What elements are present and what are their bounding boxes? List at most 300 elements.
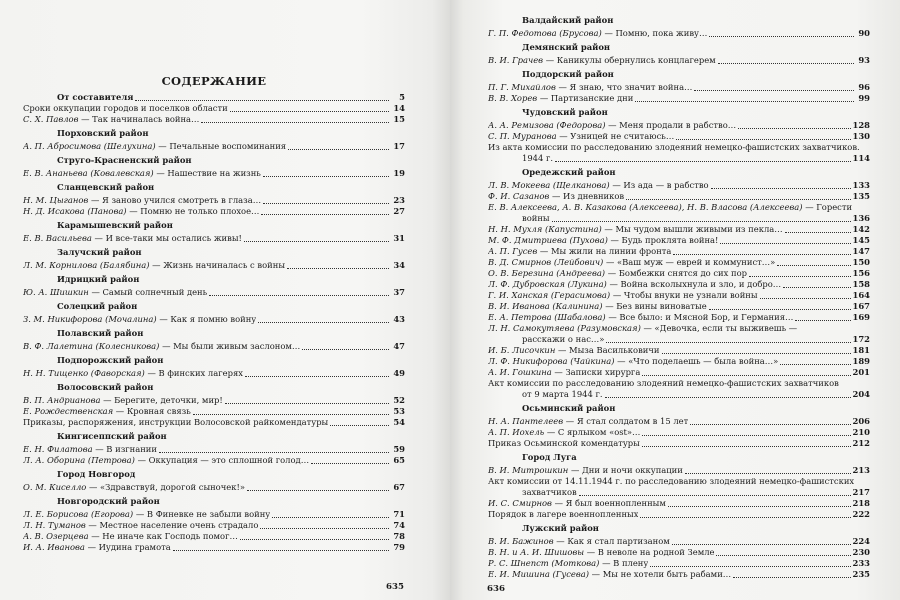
entry-continuation: 1944 г. bbox=[522, 153, 554, 163]
entry-label bbox=[488, 465, 683, 476]
entry-page: 15 bbox=[393, 114, 405, 124]
entry-author: М. Ф. Дмитриева (Пухова) bbox=[488, 235, 608, 245]
entry-author: Л. М. Корнилова (Балябина) bbox=[23, 260, 150, 270]
toc-entry bbox=[488, 536, 870, 547]
entry-author: Л. А. Оборина (Петрова) bbox=[23, 455, 135, 465]
toc-entry bbox=[488, 93, 870, 104]
entry-page: 47 bbox=[393, 341, 405, 351]
toc-entry bbox=[488, 427, 870, 438]
entry-page: 156 bbox=[852, 268, 870, 278]
entry-author: О. М. Киселло bbox=[23, 482, 87, 492]
dot-leader bbox=[159, 445, 389, 453]
entry-label bbox=[488, 224, 783, 235]
toc-entry bbox=[488, 345, 870, 356]
entry-title: Я знаю, что значит война… bbox=[569, 82, 693, 92]
entry-author: Н. А. Пантелеев bbox=[488, 416, 564, 426]
entry-label bbox=[23, 341, 300, 352]
dot-leader bbox=[795, 313, 850, 321]
toc-entry bbox=[23, 531, 405, 542]
em-dash: — bbox=[556, 131, 571, 141]
entry-label bbox=[488, 356, 778, 367]
entry-author: С. Х. Павлов bbox=[23, 114, 79, 124]
entry-continuation: от 9 марта 1944 г. bbox=[522, 389, 603, 399]
dot-leader bbox=[640, 510, 850, 518]
entry-title: Все было: и Мясной Бор, и Германия… bbox=[619, 312, 794, 322]
entry-text: Акт комиссии от 14.11.1944 г. по расследованию злодеяний немецко-фашистских bbox=[488, 476, 855, 486]
entry-title: Помню не только плохое… bbox=[140, 206, 260, 216]
entry-label bbox=[488, 536, 670, 547]
entry-author: Е. В. Ананьева (Ковалевская) bbox=[23, 168, 154, 178]
entry-title: Узницей не считаюсь… bbox=[570, 131, 675, 141]
dot-leader bbox=[642, 428, 850, 436]
region-heading: Струго-Красненский район bbox=[57, 155, 192, 165]
em-dash: — bbox=[153, 168, 168, 178]
entry-page: 59 bbox=[393, 444, 405, 454]
entry-label bbox=[488, 301, 707, 312]
entry-page: 53 bbox=[393, 406, 405, 416]
em-dash: — bbox=[551, 367, 566, 377]
entry-title: Местное население очень страдало bbox=[99, 520, 259, 530]
entry-author: Ф. И. Сазанов bbox=[488, 191, 550, 201]
entry-page: 43 bbox=[393, 314, 405, 324]
region-heading: Кингисеппский район bbox=[57, 431, 167, 441]
toc-entry bbox=[488, 290, 870, 301]
region-heading: Город Новгород bbox=[57, 469, 136, 479]
entry-author: Е. Рождественская bbox=[23, 406, 114, 416]
entry-page: 189 bbox=[852, 356, 870, 366]
entry-author: В. И. Митрошкин bbox=[488, 465, 569, 475]
toc-entry bbox=[488, 268, 870, 279]
entry-label bbox=[488, 235, 718, 246]
toc-column-left bbox=[23, 74, 405, 553]
entry-label bbox=[23, 141, 286, 152]
entry-page: 212 bbox=[852, 438, 870, 448]
entry-title: В изгнании bbox=[106, 444, 157, 454]
dot-leader bbox=[709, 29, 854, 37]
region-heading: Демянский район bbox=[522, 42, 611, 52]
dot-leader bbox=[230, 104, 389, 112]
em-dash: — bbox=[599, 558, 614, 568]
dot-leader bbox=[606, 335, 850, 343]
entry-label bbox=[23, 531, 238, 542]
page-title: СОДЕРЖАНИЕ bbox=[161, 74, 267, 88]
entry-page: 201 bbox=[852, 367, 870, 377]
dot-leader bbox=[263, 169, 389, 177]
entry-label bbox=[488, 120, 736, 131]
entry-author: И. А. Иванова bbox=[23, 542, 85, 552]
em-dash: — bbox=[609, 180, 624, 190]
entry-page: 217 bbox=[852, 487, 870, 497]
toc-column-right bbox=[488, 12, 870, 580]
entry-title: В финских лагерях bbox=[158, 368, 243, 378]
toc-entry bbox=[23, 482, 405, 493]
dot-leader bbox=[552, 214, 851, 222]
toc-entry bbox=[488, 120, 870, 131]
dot-leader bbox=[672, 537, 851, 545]
entry-page: 5 bbox=[399, 92, 405, 102]
toc-entry-line bbox=[488, 378, 870, 389]
em-dash: — bbox=[126, 206, 141, 216]
em-dash: — bbox=[606, 279, 621, 289]
entry-label bbox=[23, 168, 261, 179]
dot-leader bbox=[302, 342, 389, 350]
entry-label bbox=[23, 92, 133, 103]
entry-author: А. П. Гусев bbox=[488, 246, 538, 256]
entry-page: 27 bbox=[393, 206, 405, 216]
entry-page: 133 bbox=[852, 180, 870, 190]
entry-author: Л. Ф. Дубровская (Лукина) bbox=[488, 279, 607, 289]
dot-leader bbox=[247, 483, 389, 491]
entry-text: Приказы, распоряжения, инструкции Волосовской райкомендатуры bbox=[23, 417, 329, 427]
entry-title: Берегите, деточки, мир! bbox=[114, 395, 223, 405]
entry-title: В Финевке не забыли войну bbox=[146, 509, 271, 519]
entry-text: Приказ Осьминской комендатуры bbox=[488, 438, 640, 448]
entry-label bbox=[488, 180, 709, 191]
entry-author: Л. В. Мокеева (Щелканова) bbox=[488, 180, 610, 190]
entry-label bbox=[488, 268, 747, 279]
em-dash: — bbox=[589, 569, 603, 579]
region-heading: Солецкий район bbox=[57, 301, 138, 311]
page-number: 635 bbox=[386, 582, 404, 592]
entry-author: В. Н. и А. И. Шишовы bbox=[488, 547, 585, 557]
entry-author: Л. Ф. Никифорова (Чайкина) bbox=[488, 356, 615, 366]
page-number: 636 bbox=[487, 584, 505, 594]
dot-leader bbox=[690, 417, 850, 425]
entry-author: Н. М. Цыганов bbox=[23, 195, 89, 205]
dot-leader bbox=[579, 488, 851, 496]
entry-page: 114 bbox=[852, 153, 870, 163]
entry-title: В неволе на родной Земле bbox=[597, 547, 715, 557]
entry-page: 14 bbox=[393, 103, 405, 113]
dot-leader bbox=[711, 181, 851, 189]
entry-page: 34 bbox=[393, 260, 405, 270]
em-dash: — bbox=[88, 195, 103, 205]
entry-author: Г. П. Федотова (Брусова) bbox=[488, 28, 602, 38]
entry-title: Горести bbox=[816, 202, 853, 212]
entry-page: 128 bbox=[852, 120, 870, 130]
toc-entry-line bbox=[488, 476, 870, 487]
entry-label bbox=[23, 195, 261, 206]
em-dash: — bbox=[84, 542, 99, 552]
entry-label bbox=[23, 542, 171, 553]
em-dash: — bbox=[91, 233, 106, 243]
toc-entry-continuation bbox=[488, 487, 870, 498]
entry-label bbox=[23, 417, 328, 428]
dot-leader bbox=[173, 543, 389, 551]
toc-entry bbox=[23, 114, 405, 125]
entry-text: Сроки оккупации городов и поселков области bbox=[23, 103, 228, 113]
dot-leader bbox=[760, 291, 851, 299]
dot-leader bbox=[626, 192, 850, 200]
dot-leader bbox=[720, 236, 850, 244]
dot-leader bbox=[288, 142, 389, 150]
entry-author: Л. Е. Борисова (Егорова) bbox=[23, 509, 134, 519]
em-dash: — bbox=[134, 455, 149, 465]
toc-entry bbox=[23, 141, 405, 152]
entry-title: В плену bbox=[613, 558, 649, 568]
dot-leader bbox=[225, 396, 389, 404]
dot-leader bbox=[311, 456, 389, 464]
entry-label bbox=[23, 314, 256, 325]
entry-title: Я был военнопленным bbox=[565, 498, 666, 508]
toc-entry bbox=[488, 82, 870, 93]
dot-leader bbox=[272, 510, 389, 518]
toc-entry-line bbox=[488, 202, 870, 213]
entry-title: Как я помню войну bbox=[170, 314, 257, 324]
entry-label bbox=[488, 569, 731, 580]
toc-entry bbox=[23, 287, 405, 298]
entry-author: Е. В. Васильева bbox=[23, 233, 92, 243]
region-heading: Идрицкий район bbox=[57, 274, 140, 284]
em-dash: — bbox=[605, 312, 620, 322]
toc-entry bbox=[488, 569, 870, 580]
entry-label bbox=[488, 558, 648, 569]
entry-page: 147 bbox=[852, 246, 870, 256]
em-dash: — bbox=[553, 536, 568, 546]
em-dash: — bbox=[537, 246, 551, 256]
toc-entry bbox=[23, 260, 405, 271]
entry-continuation: захватчиков bbox=[522, 487, 577, 497]
entry-text: Акт комиссии по расследованию злодеяний немецко-фашистских захватчиков bbox=[488, 378, 839, 388]
region-heading: Лужский район bbox=[522, 523, 599, 533]
toc-entry bbox=[23, 206, 405, 217]
dot-leader bbox=[668, 499, 851, 507]
em-dash: — bbox=[568, 465, 582, 475]
entry-author: Н. Д. Исакова (Панова) bbox=[23, 206, 127, 216]
entry-title: Без вины виноватые bbox=[616, 301, 707, 311]
region-heading: Подпорожский район bbox=[57, 355, 164, 365]
entry-title: Помню, пока живу… bbox=[615, 28, 708, 38]
entry-label bbox=[488, 246, 671, 257]
entry-page: 204 bbox=[852, 389, 870, 399]
entry-page: 65 bbox=[393, 455, 405, 465]
dot-leader bbox=[261, 207, 389, 215]
em-dash: — bbox=[602, 301, 617, 311]
entry-page: 90 bbox=[858, 28, 870, 38]
entry-page: 222 bbox=[852, 509, 870, 519]
entry-page: 218 bbox=[852, 498, 870, 508]
em-dash: — bbox=[155, 141, 170, 151]
entry-author: Е. И. Мишина (Гусева) bbox=[488, 569, 589, 579]
entry-author: Г. И. Ханская (Герасимова) bbox=[488, 290, 611, 300]
toc-entry bbox=[23, 341, 405, 352]
toc-entry bbox=[488, 356, 870, 367]
toc-entry bbox=[23, 168, 405, 179]
region-heading: Залучский район bbox=[57, 247, 142, 257]
entry-label bbox=[23, 103, 228, 114]
entry-title: Каникулы обернулись концлагерем bbox=[556, 55, 716, 65]
entry-author: О. В. Березина (Андреева) bbox=[488, 268, 606, 278]
dot-leader bbox=[749, 269, 851, 277]
em-dash: — bbox=[563, 416, 577, 426]
entry-author: Н. Н. Мухля (Капустина) bbox=[488, 224, 602, 234]
em-dash: — bbox=[603, 257, 618, 267]
toc-entry bbox=[488, 246, 870, 257]
entry-title: Кровная связь bbox=[126, 406, 191, 416]
toc-entry bbox=[23, 314, 405, 325]
entry-title: Из дневников bbox=[563, 191, 625, 201]
region-heading: Новгородский район bbox=[57, 496, 160, 506]
entry-label bbox=[488, 55, 716, 66]
toc-entry bbox=[488, 312, 870, 323]
entry-page: 213 bbox=[852, 465, 870, 475]
entry-page: 19 bbox=[393, 168, 405, 178]
entry-author: В. П. Андрианова bbox=[23, 395, 101, 405]
dot-leader bbox=[135, 93, 389, 101]
entry-text: Порядок в лагере военнопленных bbox=[488, 509, 639, 519]
entry-label bbox=[488, 367, 640, 378]
toc-entry bbox=[488, 465, 870, 476]
toc-entry bbox=[488, 235, 870, 246]
entry-title: Будь проклята война! bbox=[621, 235, 719, 245]
entry-page: 93 bbox=[858, 55, 870, 65]
entry-author: З. М. Никифорова (Мочалина) bbox=[23, 314, 157, 324]
entry-label bbox=[488, 427, 640, 438]
em-dash: — bbox=[551, 498, 566, 508]
entry-author: А. П. Иохель bbox=[488, 427, 545, 437]
em-dash: — bbox=[614, 356, 629, 366]
em-dash: — bbox=[543, 55, 557, 65]
entry-author: И. Б. Лисочкин bbox=[488, 345, 556, 355]
em-dash: — bbox=[537, 93, 551, 103]
em-dash: — bbox=[88, 531, 103, 541]
em-dash: — bbox=[605, 120, 620, 130]
entry-title: И все-таки мы остались живы! bbox=[105, 233, 242, 243]
region-heading: Город Луга bbox=[522, 452, 577, 462]
dot-leader bbox=[676, 132, 850, 140]
dot-leader bbox=[258, 315, 389, 323]
entry-title: Меня продали в рабство… bbox=[619, 120, 737, 130]
entry-label bbox=[488, 257, 775, 268]
entry-page: 164 bbox=[852, 290, 870, 300]
entry-label bbox=[23, 444, 157, 455]
entry-title: Так начиналась война… bbox=[92, 114, 200, 124]
entry-title: С ярлыком «ost»… bbox=[557, 427, 641, 437]
entry-author: В. Ф. Лалетина (Колесникова) bbox=[23, 341, 160, 351]
entry-label bbox=[488, 345, 660, 356]
entry-label bbox=[488, 312, 793, 323]
entry-author: Р. С. Шнепст (Моткова) bbox=[488, 558, 600, 568]
entry-label bbox=[488, 509, 638, 520]
entry-text: От составителя bbox=[57, 92, 134, 102]
entry-title: Бомбежки снятся до сих пор bbox=[618, 268, 748, 278]
entry-page: 49 bbox=[393, 368, 405, 378]
entry-title: Мыза Васильковичи bbox=[569, 345, 660, 355]
toc-entry bbox=[23, 233, 405, 244]
dot-leader bbox=[260, 521, 389, 529]
entry-author: С. П. Муранова bbox=[488, 131, 557, 141]
entry-continuation: расскажи о нас…» bbox=[522, 334, 605, 344]
em-dash: — bbox=[584, 547, 598, 557]
entry-page: 79 bbox=[393, 542, 405, 552]
dot-leader bbox=[263, 196, 389, 204]
entry-page: 99 bbox=[858, 93, 870, 103]
entry-label bbox=[23, 114, 199, 125]
region-heading: Волосовский район bbox=[57, 382, 154, 392]
toc-entry bbox=[488, 180, 870, 191]
entry-author: А. И. Гошкина bbox=[488, 367, 552, 377]
region-heading: Валдайский район bbox=[522, 15, 614, 25]
entry-title: Самый солнечный день bbox=[102, 287, 208, 297]
entry-title: Партизанские дни bbox=[550, 93, 634, 103]
entry-author: Е. А. Петрова (Шабалова) bbox=[488, 312, 606, 322]
em-dash: — bbox=[85, 520, 100, 530]
dot-leader bbox=[709, 302, 851, 310]
toc-entry bbox=[23, 406, 405, 417]
entry-title: Оккупация — это сплошной голод… bbox=[148, 455, 310, 465]
em-dash: — bbox=[605, 268, 619, 278]
toc-entry bbox=[488, 367, 870, 378]
toc-entry bbox=[23, 417, 405, 428]
em-dash: — bbox=[555, 345, 570, 355]
entry-title: Я заново учился смотреть в глаза… bbox=[102, 195, 262, 205]
toc-entry bbox=[23, 444, 405, 455]
entry-page: 181 bbox=[852, 345, 870, 355]
em-dash: — bbox=[544, 427, 558, 437]
entry-page: 230 bbox=[852, 547, 870, 557]
entry-label bbox=[23, 520, 258, 531]
toc-entry bbox=[23, 103, 405, 114]
dot-leader bbox=[733, 570, 850, 578]
entry-title: Жизнь начиналась с войны bbox=[163, 260, 286, 270]
em-dash: — bbox=[601, 224, 616, 234]
entry-page: 158 bbox=[852, 279, 870, 289]
entry-label bbox=[488, 279, 781, 290]
entry-page: 54 bbox=[393, 417, 405, 427]
toc-entry bbox=[23, 520, 405, 531]
toc-entry bbox=[488, 55, 870, 66]
em-dash: — bbox=[601, 28, 616, 38]
entry-title: Я стал солдатом в 15 лет bbox=[576, 416, 689, 426]
toc-entry bbox=[488, 28, 870, 39]
dot-leader bbox=[642, 439, 851, 447]
entry-label bbox=[488, 498, 666, 509]
entry-page: 74 bbox=[393, 520, 405, 530]
dot-leader bbox=[635, 94, 854, 102]
entry-title: «Здравствуй, дорогой сыночек!» bbox=[100, 482, 245, 492]
entry-title: Записки хирурга bbox=[565, 367, 641, 377]
entry-title: Из ада — в рабство bbox=[623, 180, 709, 190]
region-heading: Сланцевский район bbox=[57, 182, 155, 192]
toc-entry-continuation bbox=[488, 389, 870, 400]
entry-page: 233 bbox=[852, 558, 870, 568]
entry-author: В. И. Бажинов bbox=[488, 536, 554, 546]
entry-page: 150 bbox=[852, 257, 870, 267]
entry-label bbox=[488, 93, 633, 104]
entry-label bbox=[488, 191, 624, 202]
dot-leader bbox=[694, 83, 854, 91]
entry-page: 172 bbox=[852, 334, 870, 344]
em-dash: — bbox=[88, 287, 103, 297]
em-dash: — bbox=[78, 114, 93, 124]
toc-entry bbox=[488, 438, 870, 449]
dot-leader bbox=[716, 548, 850, 556]
dot-leader bbox=[662, 346, 851, 354]
entry-author: В. И. Иванова (Калинина) bbox=[488, 301, 603, 311]
entry-label bbox=[23, 395, 223, 406]
toc-entry bbox=[23, 542, 405, 553]
dot-leader bbox=[785, 225, 851, 233]
dot-leader bbox=[642, 368, 850, 376]
entry-title: Печальные воспоминания bbox=[169, 141, 287, 151]
entry-author: В. И. Грачев bbox=[488, 55, 544, 65]
em-dash: — bbox=[100, 395, 115, 405]
entry-title: Иудина грамота bbox=[98, 542, 171, 552]
toc-entry bbox=[488, 547, 870, 558]
region-heading: Полавский район bbox=[57, 328, 144, 338]
entry-text: Из акта комиссии по расследованию злодеяний немецко-фашистских захватчиков. bbox=[488, 142, 860, 152]
em-dash: — bbox=[607, 235, 622, 245]
